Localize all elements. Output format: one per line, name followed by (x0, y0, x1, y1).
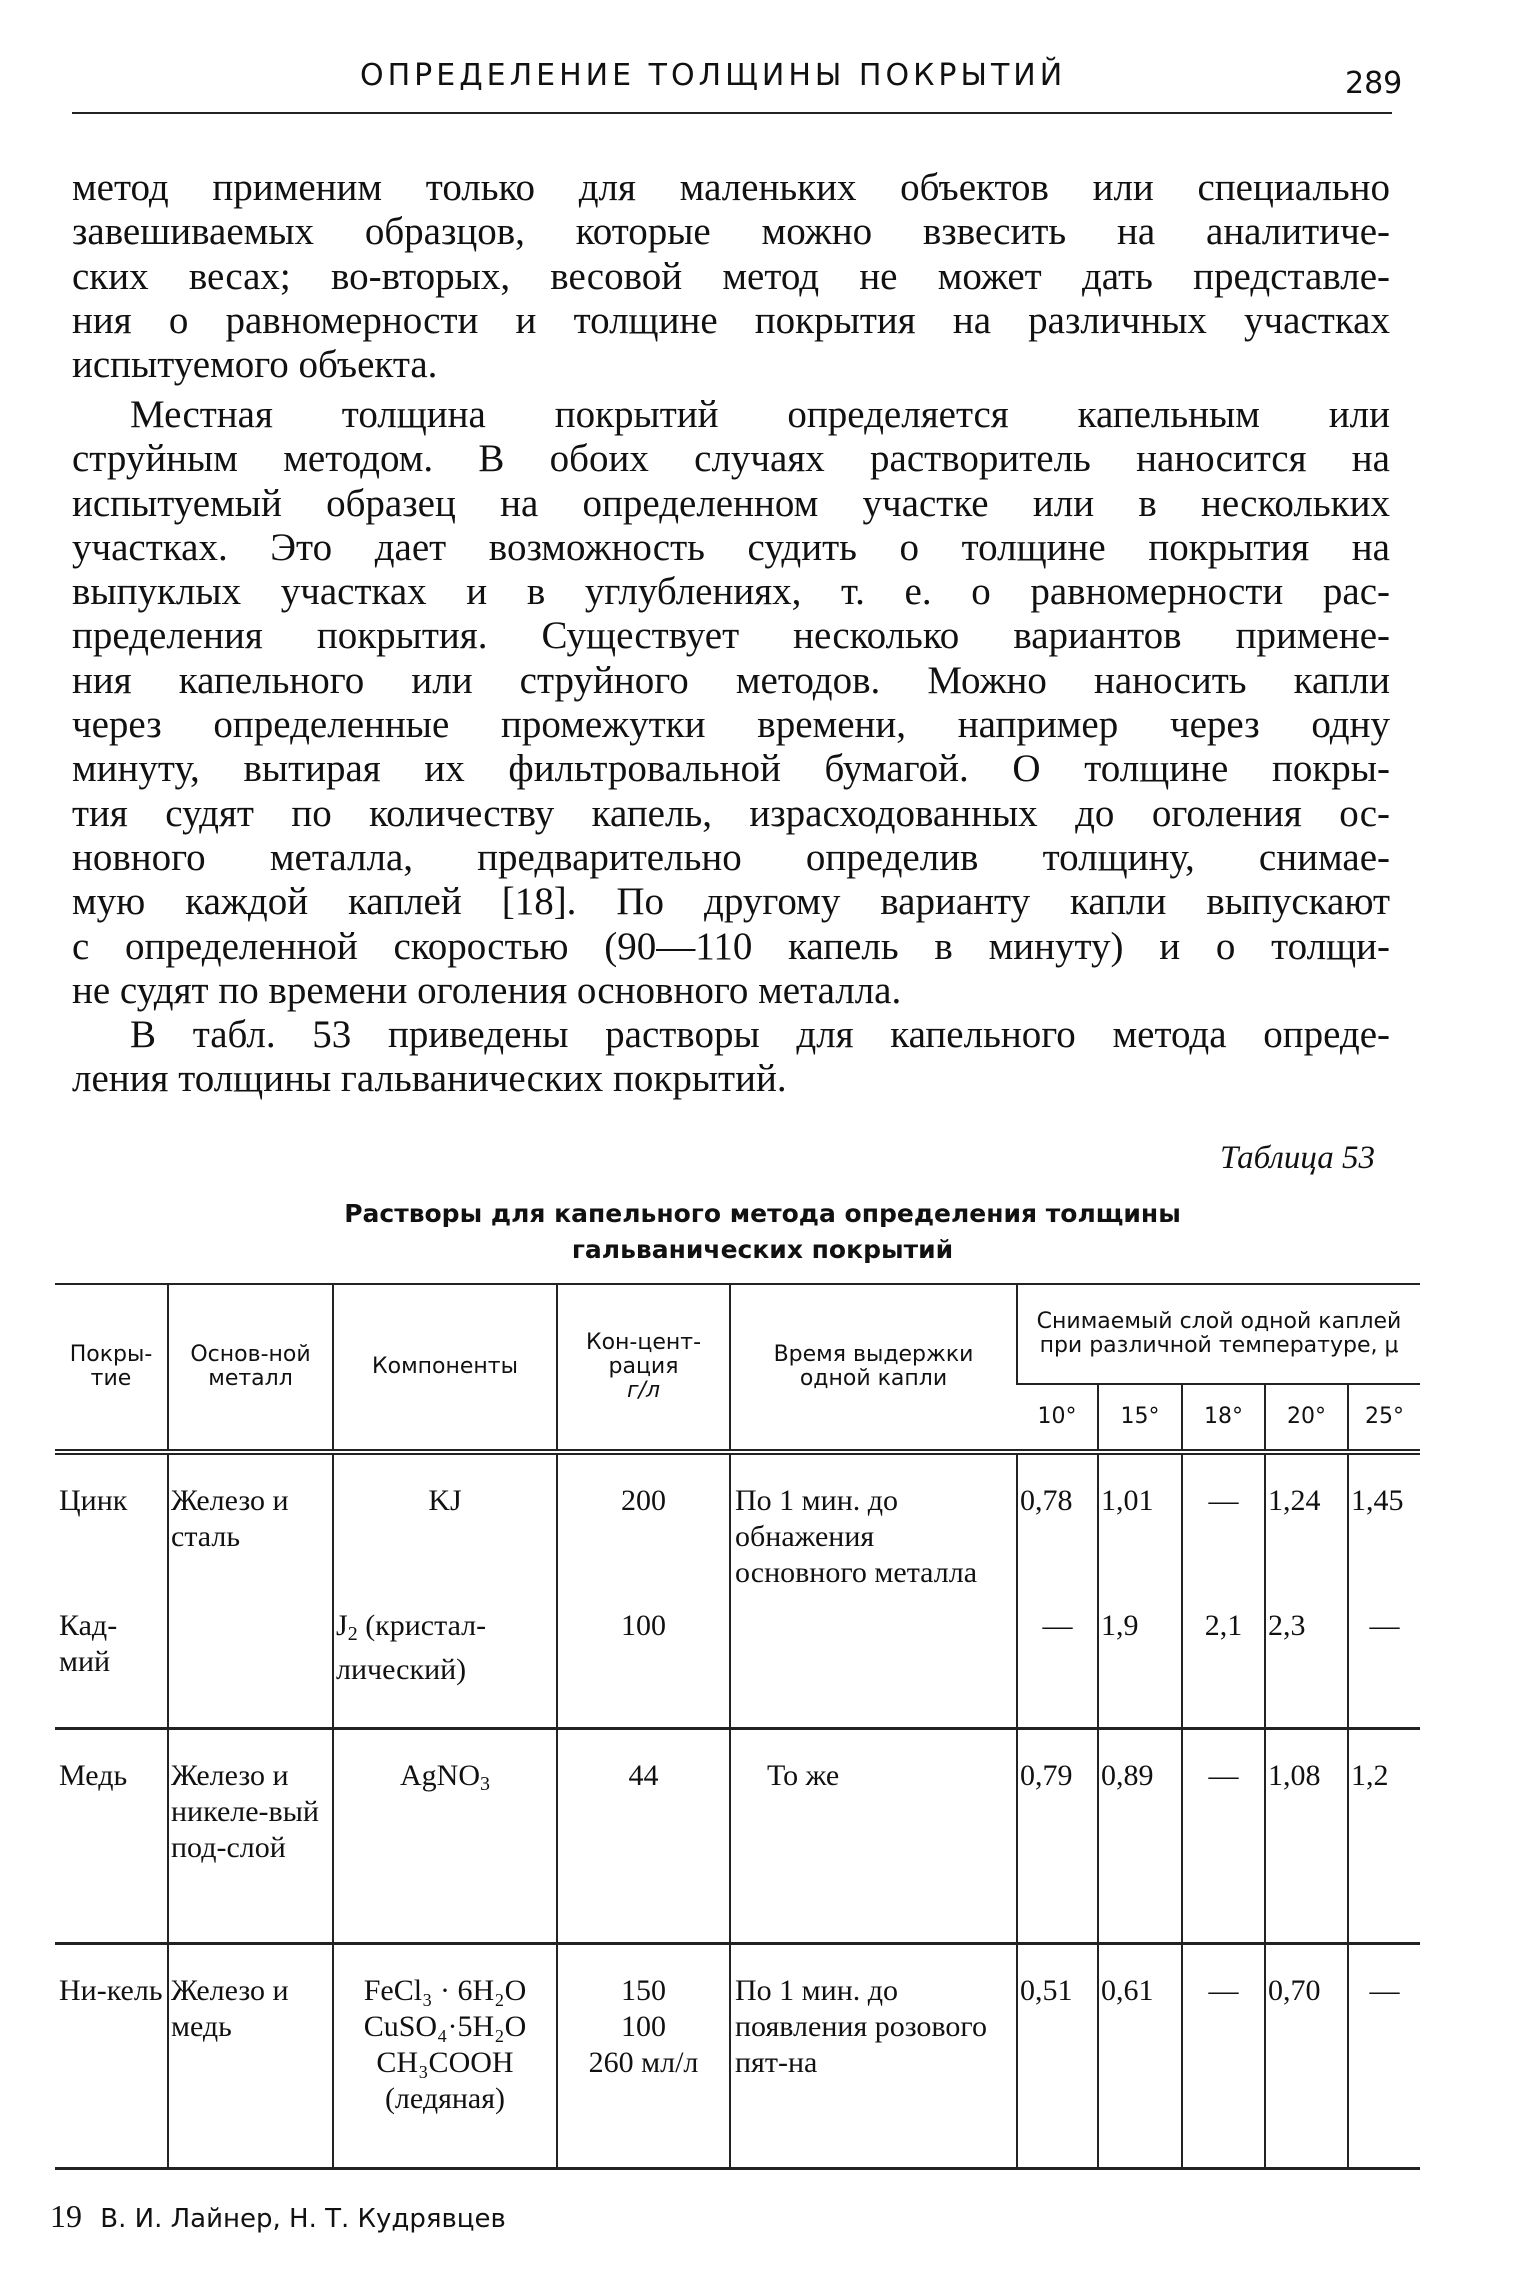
cell-value: — (1182, 1452, 1265, 1580)
header-temp: 10° (1017, 1384, 1098, 1452)
text-line: струйным методом. В обоих случаях растворитель наносится на (72, 437, 1390, 481)
paragraph-2 (72, 393, 1390, 1013)
running-title: ОПРЕДЕЛЕНИЕ ТОЛЩИНЫ ПОКРЫТИЙ (360, 58, 1067, 93)
cell-time: По 1 мин. до появления розового пят-на (730, 1943, 1017, 2168)
cell-base-metal: Железо и никеле-вый под-слой (168, 1728, 333, 1943)
cell-components: KJ (333, 1452, 557, 1580)
cell-concentration: 150 100 260 мл/л (557, 1943, 730, 2168)
cell-value: 1,24 (1265, 1452, 1348, 1580)
cell-components: $J_2$ (кристал-лический) (333, 1580, 557, 1728)
cell-components: FeCl₃ · 6H₂O CuSO₄·5H₂O CH₃COOH (ледяная) (333, 1943, 557, 2168)
text-line: испытуемый образец на определенном участке или в нескольких (72, 481, 1390, 525)
header-components: Компоненты (333, 1284, 557, 1452)
footer-authors: В. И. Лайнер, Н. Т. Кудрявцев (100, 2204, 506, 2234)
text-line: мую каждой каплей [18]. По другому варианту капли выпускают (72, 880, 1390, 924)
cell-value: — (1182, 1943, 1265, 2168)
cell-base-metal: Железо и медь (168, 1943, 333, 2168)
cell-value: 1,01 (1098, 1452, 1182, 1580)
cell-concentration: 100 (557, 1580, 730, 1728)
text-line: ния о равномерности и толщине покрытия на различных участках (72, 298, 1390, 342)
header-base-metal: Основ-ной металл (168, 1284, 333, 1452)
header-concentration (557, 1284, 730, 1452)
signature-mark: 19 (50, 2198, 82, 2234)
header-temp: 20° (1265, 1384, 1348, 1452)
footer (50, 2198, 506, 2235)
header-layer: Снимаемый слой одной каплей при различной температуре, μ (1017, 1284, 1420, 1384)
text-line: выпуклых участках и в углублениях, т. е. о равномерности рас- (72, 570, 1390, 614)
text-line: Местная толщина покрытий определяется капельным или (130, 393, 1390, 436)
cell-value: — (1348, 1580, 1420, 1728)
text-line: испытуемого объекта. (72, 343, 438, 387)
text-line: тия судят по количеству капель, израсходованных до оголения ос- (72, 791, 1390, 835)
text-line: завешиваемых образцов, которые можно взвесить на аналитиче- (72, 210, 1390, 254)
cell-value: 1,9 (1098, 1580, 1182, 1728)
cell-value: 1,2 (1348, 1728, 1420, 1943)
cell-coating: Ни-кель (59, 1973, 163, 2007)
paragraph-1 (72, 166, 1390, 387)
concentration-unit: г/л (626, 1378, 661, 1403)
cell-value: 1,45 (1348, 1452, 1420, 1580)
paragraph-3 (72, 1013, 1390, 1102)
header-hold-time: Время выдержки одной капли (730, 1284, 1017, 1452)
cell-value: 0,79 (1017, 1728, 1098, 1943)
table-title (0, 1196, 1525, 1268)
header-temp: 15° (1098, 1384, 1182, 1452)
cell-coating: Цинк (59, 1484, 128, 1517)
cell-value: — (1017, 1580, 1098, 1728)
table-row-nickel (55, 1943, 1420, 2168)
cell-time: То же (730, 1728, 1017, 1943)
cell-concentration: 200 (557, 1452, 730, 1580)
text-line: новного металла, предварительно определив толщину, снимае- (72, 835, 1390, 879)
table-title-line: Растворы для капельного метода определения толщины (344, 1199, 1181, 1228)
text-line: метод применим только для маленьких объектов или специально (72, 166, 1390, 209)
concentration-label: Кон-цент-рация (585, 1330, 702, 1379)
cell-value: — (1348, 1943, 1420, 2168)
text-line: минуту, вытирая их фильтровальной бумагой. О толщине покры- (72, 747, 1390, 791)
page-number: 289 (1345, 66, 1403, 101)
cell-value: 2,3 (1265, 1580, 1348, 1728)
table-row-copper (55, 1728, 1420, 1943)
text-line: через определенные промежутки времени, например через одну (72, 703, 1390, 747)
text-line: ских весах; во-вторых, весовой метод не может дать представле- (72, 254, 1390, 298)
cell-value: 1,08 (1265, 1728, 1348, 1943)
cell-time: По 1 мин. до обнажения основного металла (730, 1452, 1017, 1728)
cell-value: 0,61 (1098, 1943, 1182, 2168)
text-line: участках. Это дает возможность судить о толщине покрытия на (72, 525, 1390, 569)
cell-value: — (1182, 1728, 1265, 1943)
solutions-table (55, 1283, 1420, 2170)
header-temp: 25° (1348, 1384, 1420, 1452)
text-line: с определенной скоростью (90—110 капель в минуту) и о толщи- (72, 924, 1390, 968)
cell-value: 0,89 (1098, 1728, 1182, 1943)
header-coating: Покры-тие (69, 1342, 153, 1391)
text-line: В табл. 53 приведены растворы для капельного метода опреде- (130, 1013, 1390, 1056)
header-rule (72, 112, 1392, 114)
text-line: не судят по времени оголения основного металла. (72, 968, 902, 1012)
cell-components: AgNO$_3$ (333, 1728, 557, 1943)
table-title-line: гальванических покрытий (571, 1235, 954, 1264)
table-number: Таблица 53 (1220, 1140, 1375, 1176)
text-line: пределения покрытия. Существует несколько вариантов примене- (72, 614, 1390, 658)
cell-value: 0,78 (1017, 1452, 1098, 1580)
cell-value: 0,51 (1017, 1943, 1098, 2168)
table-row-zinc (55, 1452, 1420, 1580)
cell-base-metal: Железо и сталь (168, 1452, 333, 1728)
cell-value: 2,1 (1182, 1580, 1265, 1728)
cell-value: 0,70 (1265, 1943, 1348, 2168)
text-line: ления толщины гальванических покрытий. (72, 1057, 787, 1101)
cell-concentration: 44 (557, 1728, 730, 1943)
text-line: ния капельного или струйного методов. Можно наносить капли (72, 658, 1390, 702)
cell-coating: Кад-мий (59, 1609, 118, 1678)
cell-coating: Медь (59, 1758, 128, 1792)
header-temp: 18° (1182, 1384, 1265, 1452)
